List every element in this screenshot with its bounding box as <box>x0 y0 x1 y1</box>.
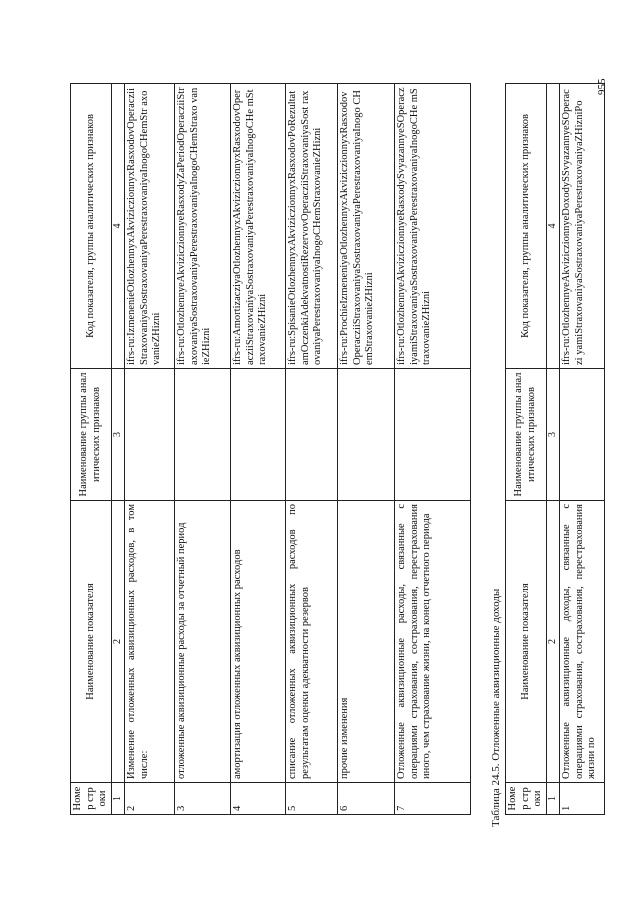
group-name <box>286 369 338 501</box>
header-group-name: Наименование группы аналитических признаков <box>71 369 112 501</box>
indicator-code: ifrs-ru:IzmenenieOtlozhennyxAkviziczionnyxRasxodovOperaczii StraxovaniyaSostraxovaniyaPerestraxovaniyaInogoCHemStr axovanieZHizni <box>125 84 175 369</box>
header-indicator-code: Код показателя, группы аналитических признаков <box>71 84 112 369</box>
column-number: 2 <box>546 501 560 783</box>
column-number: 3 <box>546 369 560 501</box>
group-name <box>175 369 231 501</box>
group-name <box>125 369 175 501</box>
indicator-name: Отложенные аквизиционные доходы, связанные с операциями страхования, сострахования, перестрахования жизни по <box>560 501 605 783</box>
table-row <box>560 84 605 815</box>
header-indicator-code: Код показателя, группы аналитических признаков <box>506 84 547 369</box>
indicators-table-1 <box>70 83 471 815</box>
group-name <box>231 369 286 501</box>
page-number: 955 <box>596 78 608 95</box>
group-name <box>395 369 471 501</box>
indicator-code: ifrs-ru:OtlozhennyeAkviziczionnyeDoxodySSvyazannyeSOperaczi yamiStraxovaniyaSostraxovaniyaPerestraxovaniyaZHizniPo <box>560 84 605 369</box>
indicator-name: прочие изменения <box>338 501 395 783</box>
column-number: 4 <box>111 84 125 369</box>
row-number: 1 <box>560 783 605 815</box>
column-number-row <box>111 84 125 815</box>
column-number: 2 <box>111 501 125 783</box>
indicator-name: списание отложенных аквизиционных расходов по результатам оценки адекватности резервов <box>286 501 338 783</box>
indicator-code: ifrs-ru:OtlozhennyeAkviziczionnyeRasxodySvyazannyeSOperacz iyamiStraxovaniyaSostraxovaniyaPerestraxovaniyaInogoCHe mStraxovanieZHizni <box>395 84 471 369</box>
indicator-code: ifrs-ru:ProchieIzmeneniyaOtlozhennyxAkviziczionnyxRasxodov OperacziiStraxovaniyaSostraxovaniyaPerestraxovaniyaInogo CHemStraxovanieZHizni <box>338 84 395 369</box>
row-number: 6 <box>338 783 395 815</box>
row-number: 5 <box>286 783 338 815</box>
table-row <box>338 84 395 815</box>
row-number: 7 <box>395 783 471 815</box>
indicator-name: Отложенные аквизиционные расходы, связанные с операциями страхования, сострахования, перестрахования иного, чем страхование жизни, на конец отчетного периода <box>395 501 471 783</box>
column-number: 3 <box>111 369 125 501</box>
group-name <box>560 369 605 501</box>
table-row <box>286 84 338 815</box>
column-number-row <box>546 84 560 815</box>
header-row-number: Номер строки <box>71 783 112 815</box>
table-row <box>125 84 175 815</box>
header-indicator-name: Наименование показателя <box>71 501 112 783</box>
header-group-name: Наименование группы аналитических признаков <box>506 369 547 501</box>
row-number: 3 <box>175 783 231 815</box>
indicator-name: Изменение отложенных аквизиционных расходов, в том числе: <box>125 501 175 783</box>
table-header-row <box>71 84 112 815</box>
column-number: 4 <box>546 84 560 369</box>
row-number: 4 <box>231 783 286 815</box>
header-row-number: Номер строки <box>506 783 547 815</box>
group-name <box>338 369 395 501</box>
table-header-row <box>506 84 547 815</box>
header-indicator-name: Наименование показателя <box>506 501 547 783</box>
table-caption: Таблица 24.5. Отложенные аквизиционные доходы <box>490 588 502 827</box>
row-number: 2 <box>125 783 175 815</box>
indicator-code: ifrs-ru:OtlozhennyeAkviziczionnyeRasxodyZaPeriodOperacziiStr axovaniyaSostraxovaniyaPerestraxovaniyaInogoCHemStraxo vanieZHizni <box>175 84 231 369</box>
column-number: 1 <box>546 783 560 815</box>
indicators-table-2 <box>505 83 605 815</box>
table-row <box>395 84 471 815</box>
table-row <box>231 84 286 815</box>
indicator-name: амортизация отложенных аквизиционных расходов <box>231 501 286 783</box>
indicator-code: ifrs-ru:SpisanieOtlozhennyxAkviziczionnyxRasxodovPoRezultat amOczenkiAdekvatnostiRezervovOperacziiStraxovaniyaSost raxovaniyaPerestraxovaniyaInogoCHemStraxovanieZHizni <box>286 84 338 369</box>
column-number: 1 <box>111 783 125 815</box>
indicator-name: отложенные аквизиционные расходы за отчетный период <box>175 501 231 783</box>
table-row <box>175 84 231 815</box>
indicator-code: ifrs-ru:AmortizacziyaOtlozhennyxAkviziczionnyxRasxodovOper acziiStraxovaniyaSostraxovaniyaPerestraxovaniyaInogoCHe mStraxovanieZHizni <box>231 84 286 369</box>
